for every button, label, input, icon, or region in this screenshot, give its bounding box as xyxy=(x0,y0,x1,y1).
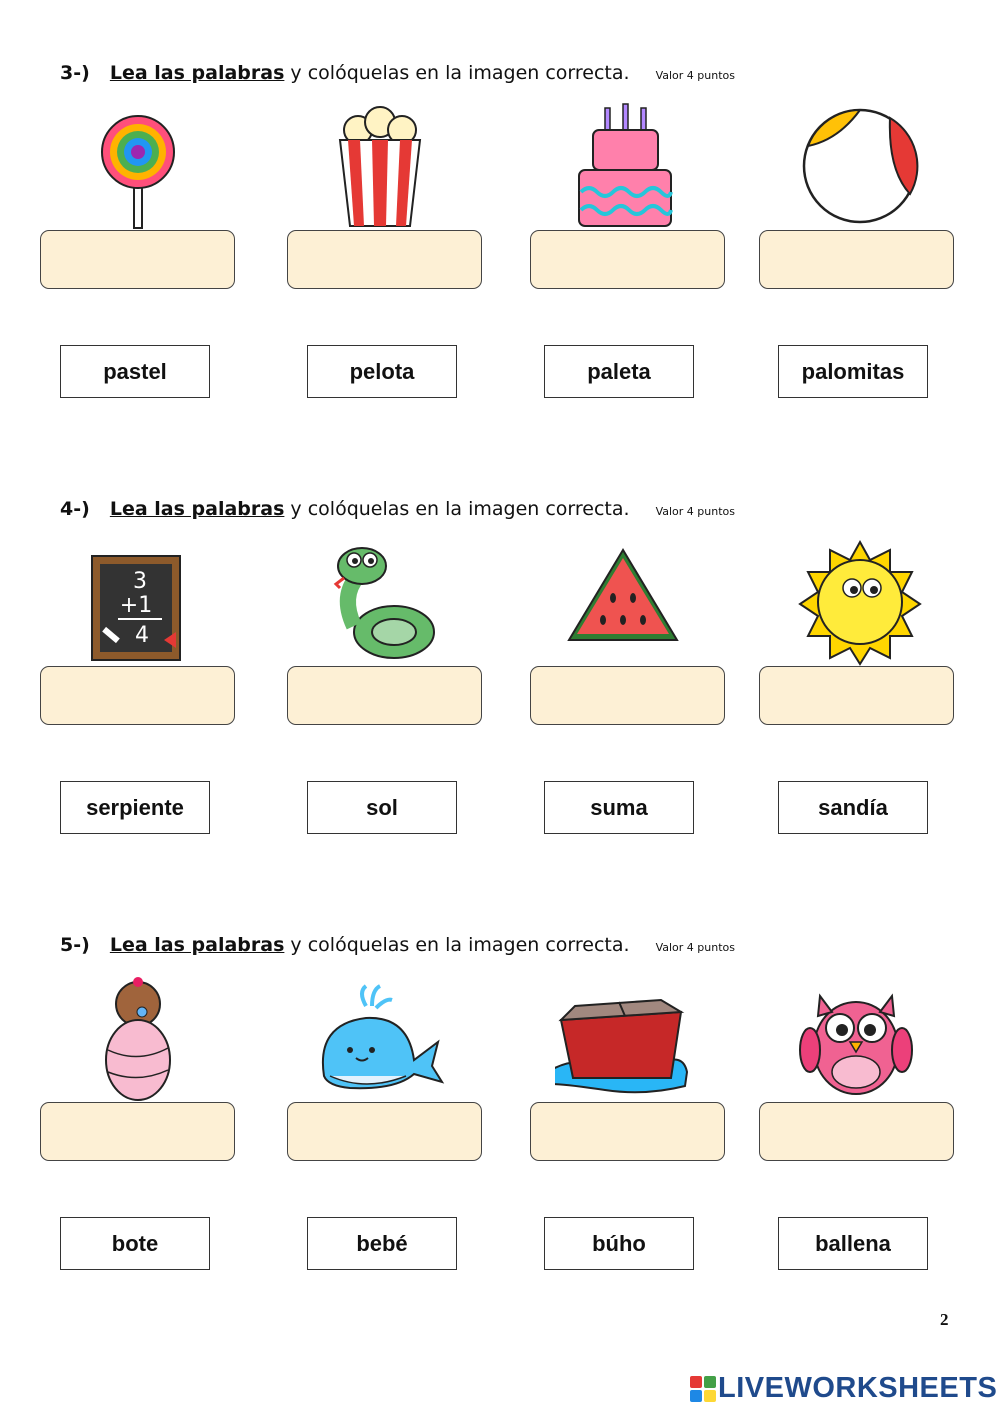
exercise-heading xyxy=(60,934,735,956)
instruction-lead: Lea las palabras xyxy=(109,62,285,84)
exercise-5 xyxy=(0,872,999,1308)
exercise-3 xyxy=(0,0,999,436)
instruction-lead: Lea las palabras xyxy=(109,498,285,520)
exercise-number: 4-) xyxy=(60,498,90,520)
points-value: Valor 4 puntos xyxy=(655,941,736,954)
word-card[interactable]: bote xyxy=(60,1217,210,1270)
whale-icon xyxy=(310,972,450,1102)
snake-icon xyxy=(310,536,450,666)
lollipop-icon xyxy=(68,100,208,230)
owl-icon xyxy=(790,972,930,1102)
boat-icon xyxy=(555,972,695,1102)
liveworksheets-icon xyxy=(690,1376,716,1402)
page-number: 2 xyxy=(940,1310,949,1329)
answer-drop-zone[interactable] xyxy=(287,666,482,725)
watermelon-icon xyxy=(555,536,695,666)
sun-icon xyxy=(790,536,930,666)
word-card[interactable]: pastel xyxy=(60,345,210,398)
chalk-number-3: 4 xyxy=(135,623,149,648)
brand-logo xyxy=(690,1372,997,1405)
answer-drop-zone[interactable] xyxy=(40,666,235,725)
instruction-text: y colóquelas en la imagen correcta. xyxy=(284,934,630,956)
word-card[interactable]: paleta xyxy=(544,345,694,398)
baby-icon xyxy=(68,972,208,1102)
instruction-text: y colóquelas en la imagen correcta. xyxy=(284,62,630,84)
chalkboard-icon xyxy=(68,536,208,666)
brand-name: LIVEWORKSHEETS xyxy=(718,1372,998,1404)
word-card[interactable]: ballena xyxy=(778,1217,928,1270)
instruction-lead: Lea las palabras xyxy=(109,934,285,956)
instruction-text: y colóquelas en la imagen correcta. xyxy=(284,498,630,520)
chalk-number-1: 3 xyxy=(133,569,147,594)
exercise-heading xyxy=(60,62,735,84)
popcorn-icon xyxy=(310,100,450,230)
answer-drop-zone[interactable] xyxy=(287,230,482,289)
word-card[interactable]: sol xyxy=(307,781,457,834)
answer-drop-zone[interactable] xyxy=(759,666,954,725)
word-card[interactable]: suma xyxy=(544,781,694,834)
answer-drop-zone[interactable] xyxy=(40,1102,235,1161)
chalk-number-2: +1 xyxy=(119,593,153,618)
points-value: Valor 4 puntos xyxy=(655,505,736,518)
answer-drop-zone[interactable] xyxy=(759,230,954,289)
answer-drop-zone[interactable] xyxy=(530,666,725,725)
answer-drop-zone[interactable] xyxy=(287,1102,482,1161)
answer-drop-zone[interactable] xyxy=(759,1102,954,1161)
exercise-heading xyxy=(60,498,735,520)
word-card[interactable]: búho xyxy=(544,1217,694,1270)
word-card[interactable]: palomitas xyxy=(778,345,928,398)
exercise-4 xyxy=(0,436,999,872)
exercise-number: 3-) xyxy=(60,62,90,84)
exercise-number: 5-) xyxy=(60,934,90,956)
points-value: Valor 4 puntos xyxy=(655,69,736,82)
word-card[interactable]: sandía xyxy=(778,781,928,834)
word-card[interactable]: serpiente xyxy=(60,781,210,834)
word-card[interactable]: bebé xyxy=(307,1217,457,1270)
answer-drop-zone[interactable] xyxy=(530,1102,725,1161)
answer-drop-zone[interactable] xyxy=(40,230,235,289)
beach-ball-icon xyxy=(790,100,930,230)
answer-drop-zone[interactable] xyxy=(530,230,725,289)
cake-icon xyxy=(555,100,695,230)
word-card[interactable]: pelota xyxy=(307,345,457,398)
